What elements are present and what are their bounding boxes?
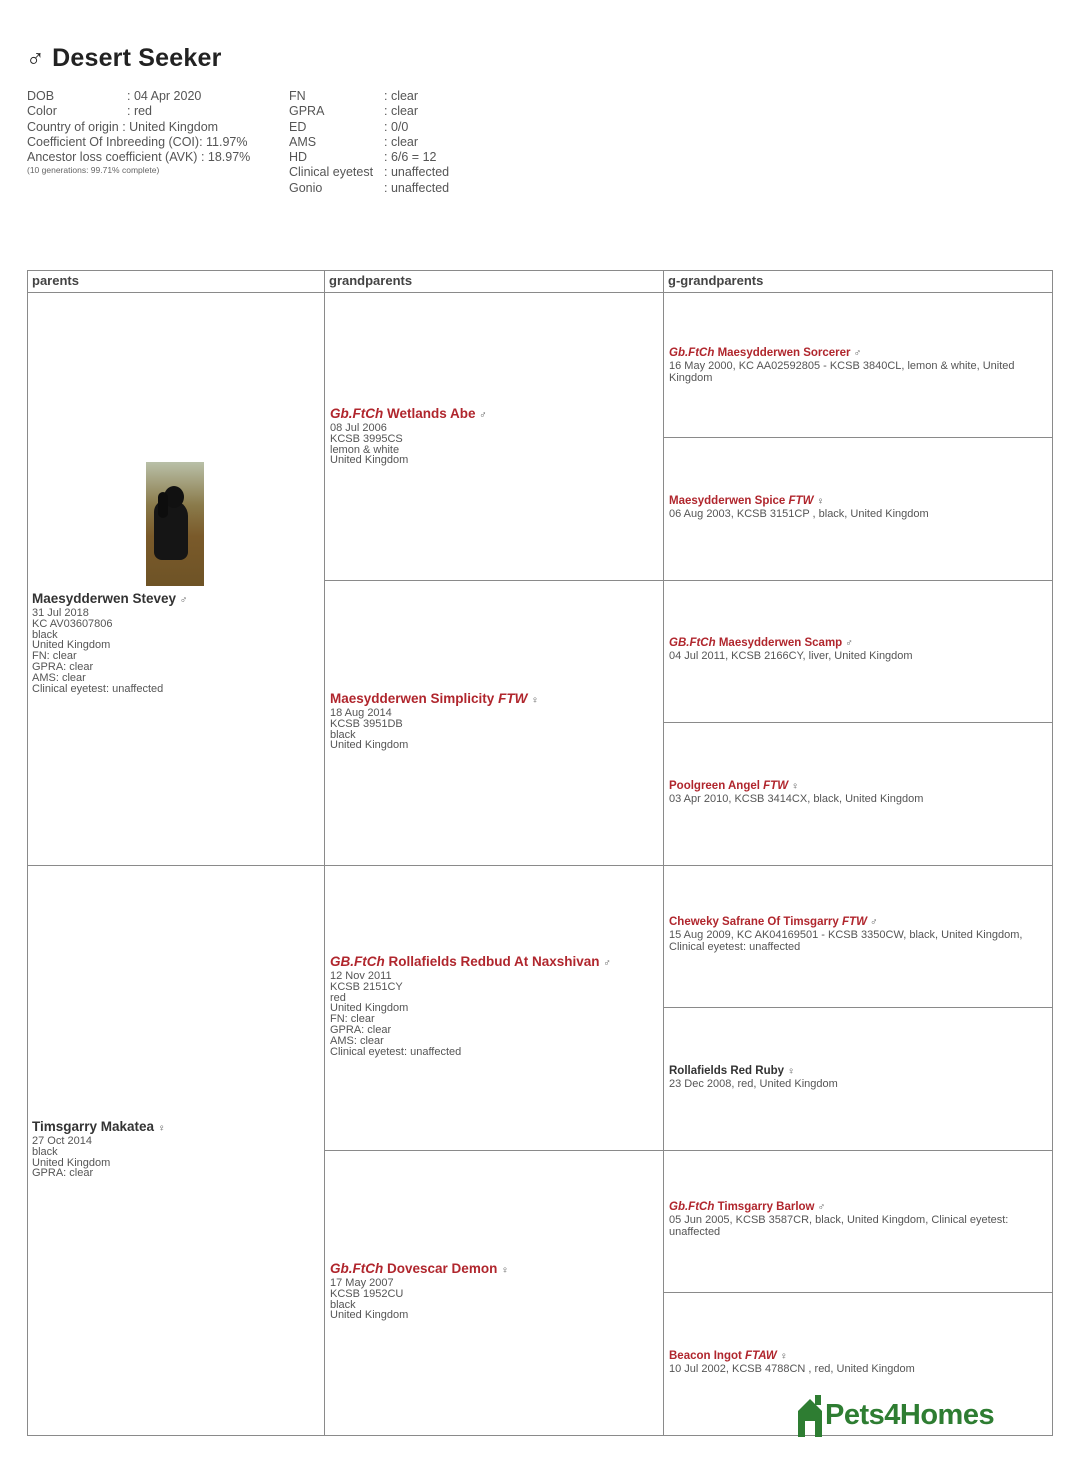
ggrandparent-details: 03 Apr 2010, KCSB 3414CX, black, United Kingdom	[669, 793, 924, 805]
info-label: Coefficient Of Inbreeding (COI)	[27, 134, 200, 149]
female-symbol-icon: ♀	[816, 496, 825, 507]
female-symbol-icon: ♀	[501, 1265, 509, 1276]
info-row	[27, 104, 201, 119]
female-symbol-icon: ♀	[791, 781, 799, 792]
info-value: : unaffected	[384, 165, 450, 180]
grandparent-name: Gb.FtCh Dovescar Demon ♀	[330, 1261, 509, 1276]
info-value: : 11.97%	[199, 134, 248, 149]
info-row	[289, 89, 449, 104]
info-label: FN	[289, 89, 306, 103]
female-symbol-icon: ♀	[779, 1351, 788, 1362]
male-symbol-icon: ♂	[179, 595, 188, 606]
info-label: ED	[289, 119, 307, 134]
grandparent-4[interactable]	[330, 1261, 1046, 1321]
ggrandparent-name: Gb.FtCh Maesydderwen Sorcerer ♂	[669, 347, 862, 359]
male-symbol-icon: ♂	[853, 348, 862, 359]
ggrandparent-name: Rollafields Red Ruby ♀	[669, 1065, 795, 1077]
header-parents: parents	[28, 271, 324, 293]
info-value: : United Kingdom	[122, 119, 219, 134]
dog-photo	[146, 462, 204, 586]
parent-name: Timsgarry Makatea ♀	[32, 1119, 166, 1134]
ggrandparent-3[interactable]	[669, 637, 1046, 662]
male-symbol-icon: ♂	[845, 638, 853, 649]
info-label: Gonio	[289, 180, 323, 195]
pets4homes-logo[interactable]	[795, 1393, 1045, 1439]
ggrandparent-details: 15 Aug 2009, KC AK04169501 - KCSB 3350CW, black, United Kingdom, Clinical eyetest: unaffected	[669, 929, 1023, 953]
row-divider	[28, 865, 1052, 866]
grandparent-name: GB.FtCh Rollafields Redbud At Naxshivan ♂	[330, 954, 611, 969]
ggrandparent-details: 10 Jul 2002, KCSB 4788CN , red, United Kingdom	[669, 1363, 915, 1375]
female-symbol-icon: ♀	[787, 1066, 795, 1077]
ggrandparent-2[interactable]	[669, 495, 1046, 520]
header-grandparents: grandparents	[325, 271, 663, 293]
dog-ear	[158, 492, 168, 518]
info-row	[27, 89, 201, 104]
info-value: : red	[127, 104, 153, 119]
column-divider	[324, 271, 325, 1435]
info-label: Clinical eyetest	[289, 165, 374, 180]
ggrandparent-8[interactable]	[669, 1350, 1046, 1375]
info-label: Color	[27, 104, 57, 119]
info-label: AMS	[289, 134, 317, 149]
parent-name: Maesydderwen Stevey ♂	[32, 591, 188, 606]
info-row	[27, 120, 250, 135]
info-value: : unaffected	[384, 180, 450, 195]
grandparent-1[interactable]	[330, 406, 1046, 466]
grandparent-details: 18 Aug 2014 KCSB 3951DB black United Kingdom	[330, 707, 409, 752]
ggrandparent-name: Gb.FtCh Timsgarry Barlow ♂	[669, 1201, 826, 1213]
info-row	[289, 165, 449, 180]
info-value: : 6/6 = 12	[384, 150, 437, 165]
info-value: : 0/0	[384, 119, 409, 134]
grandparent-2[interactable]	[330, 691, 1046, 751]
grandparent-3[interactable]	[330, 954, 1046, 1057]
info-value: : clear	[384, 104, 419, 119]
info-row	[289, 181, 449, 196]
male-symbol-icon: ♂	[870, 917, 878, 928]
ggrandparent-details: 23 Dec 2008, red, United Kingdom	[669, 1078, 838, 1090]
ggrandparent-details: 16 May 2000, KC AA02592805 - KCSB 3840CL, lemon & white, United Kingdom	[669, 360, 1015, 384]
generations-note: (10 generations: 99.71% complete)	[27, 165, 160, 176]
female-symbol-icon: ♀	[531, 695, 539, 706]
info-label: GPRA	[289, 104, 325, 119]
info-row	[27, 150, 250, 165]
dog-title	[26, 44, 222, 73]
ggrandparent-name: Beacon Ingot FTAW ♀	[669, 1350, 788, 1362]
ggrandparent-details: 04 Jul 2011, KCSB 2166CY, liver, United Kingdom	[669, 650, 913, 662]
parent-details: 27 Oct 2014 black United Kingdom GPRA: clear	[32, 1135, 111, 1180]
grandparent-name: Maesydderwen Simplicity FTW ♀	[330, 691, 539, 706]
pedigree-table	[27, 270, 1053, 1436]
info-row	[289, 120, 449, 135]
info-row	[27, 135, 250, 150]
ggrandparent-name: Cheweky Safrane Of Timsgarry FTW ♂	[669, 916, 878, 928]
male-symbol-icon: ♂	[479, 410, 487, 421]
info-label: Country of origin	[27, 119, 119, 134]
male-symbol-icon: ♂	[603, 958, 611, 969]
parent-details: 31 Jul 2018 KC AV03607806 black United Kingdom FN: clear GPRA: clear AMS: clear Clinical eyetest: unaffected	[32, 607, 164, 695]
ggrandparent-1[interactable]	[669, 347, 1046, 384]
info-row	[289, 150, 449, 165]
ggrandparent-5[interactable]	[669, 916, 1046, 953]
info-value: : 04 Apr 2020	[127, 89, 202, 103]
grandparent-details: 17 May 2007 KCSB 1952CU black United Kingdom	[330, 1277, 409, 1322]
female-symbol-icon: ♀	[157, 1123, 166, 1134]
info-label: Ancestor loss coefficient (AVK)	[27, 150, 198, 165]
ggrandparent-6[interactable]	[669, 1065, 1046, 1090]
ggrandparent-name: GB.FtCh Maesydderwen Scamp ♂	[669, 637, 853, 649]
grandparent-name: Gb.FtCh Wetlands Abe ♂	[330, 406, 487, 421]
dog-name: Desert Seeker	[52, 44, 222, 72]
ggrandparent-details: 05 Jun 2005, KCSB 3587CR, black, United Kingdom, Clinical eyetest: unaffected	[669, 1214, 1009, 1238]
grandparent-details: 12 Nov 2011 KCSB 2151CY red United Kingdom FN: clear GPRA: clear AMS: clear Clinical eyetest: unaffected	[330, 970, 462, 1058]
row-divider	[325, 580, 1052, 581]
info-label: HD	[289, 150, 308, 165]
male-symbol-icon: ♂	[26, 44, 45, 72]
info-value: : 18.97%	[200, 150, 251, 165]
male-symbol-icon: ♂	[817, 1202, 826, 1213]
logo-text: Pets4Homes	[825, 1399, 995, 1431]
ggrandparent-name: Poolgreen Angel FTW ♀	[669, 780, 799, 792]
info-row	[289, 135, 449, 150]
grandparent-details: 08 Jul 2006 KCSB 3995CS lemon & white United Kingdom	[330, 422, 409, 467]
ggrandparent-details: 06 Aug 2003, KCSB 3151CP , black, United Kingdom	[669, 508, 929, 520]
info-row	[289, 104, 449, 119]
dog-info-right	[289, 89, 449, 196]
ggrandparent-7[interactable]	[669, 1201, 1046, 1238]
info-label: DOB	[27, 89, 55, 103]
parent-dam[interactable]	[32, 1119, 1046, 1179]
dog-info-left	[27, 89, 250, 175]
header-ggrandparents: g-grandparents	[664, 271, 1053, 293]
ggrandparent-4[interactable]	[669, 780, 1046, 805]
house-icon	[795, 1393, 827, 1437]
info-value: : clear	[384, 89, 419, 103]
ggrandparent-name: Maesydderwen Spice FTW ♀	[669, 495, 825, 507]
info-value: : clear	[384, 134, 419, 149]
